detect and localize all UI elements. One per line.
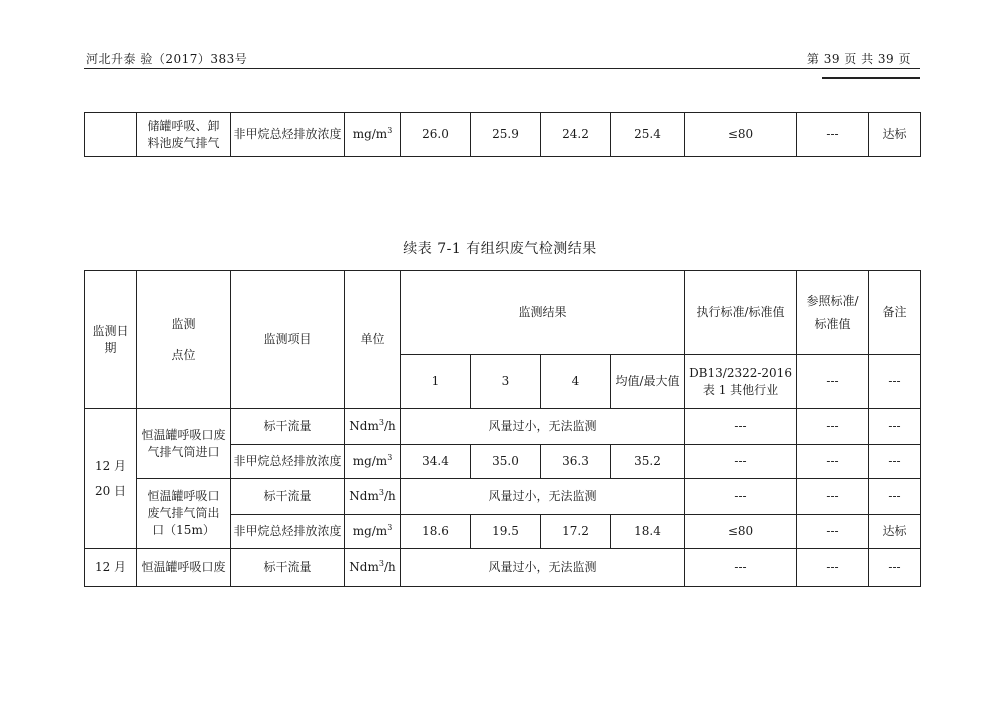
header-results: 监测结果 — [401, 271, 685, 355]
value-cell: 35.2 — [611, 445, 685, 479]
header-rule — [84, 68, 920, 69]
header-unit: 单位 — [345, 271, 401, 409]
table-cell-reference: --- — [797, 113, 869, 157]
subheader-3: 3 — [471, 355, 541, 409]
reference-cell: --- — [797, 479, 869, 515]
standard-cell: --- — [685, 479, 797, 515]
value-cell: 19.5 — [471, 515, 541, 549]
point-cell: 恒温罐呼吸口废 — [137, 549, 231, 587]
table-cell-value: 24.2 — [541, 113, 611, 157]
header-rule-accent — [822, 77, 920, 79]
reference-cell: --- — [797, 445, 869, 479]
table-row — [85, 549, 921, 587]
value-cell: 18.6 — [401, 515, 471, 549]
table-cell-point: 储罐呼吸、卸 料池废气排气 — [137, 113, 231, 157]
unit-cell: Ndm$^3$/h — [345, 479, 401, 515]
unit-cell: Ndm$^3$/h — [345, 549, 401, 587]
header-point: 监测 点位 — [137, 271, 231, 409]
previous-table-fragment — [84, 112, 921, 157]
item-cell: 标干流量 — [231, 409, 345, 445]
table-row — [85, 479, 921, 515]
unit-cell: Ndm$^3$/h — [345, 409, 401, 445]
standard-cell: --- — [685, 409, 797, 445]
header-date: 监测日 期 — [85, 271, 137, 409]
table-cell-value: 26.0 — [401, 113, 471, 157]
subheader-reference: --- — [797, 355, 869, 409]
table-header-row — [85, 271, 921, 355]
remark-cell: --- — [869, 479, 921, 515]
value-cell: 18.4 — [611, 515, 685, 549]
table-cell-item: 非甲烷总烃排放浓度 — [231, 113, 345, 157]
table-cell-remark: 达标 — [869, 113, 921, 157]
header-remark: 备注 — [869, 271, 921, 355]
standard-cell: ≤80 — [685, 515, 797, 549]
standard-cell: --- — [685, 445, 797, 479]
table-row — [85, 409, 921, 445]
reference-cell: --- — [797, 409, 869, 445]
standard-cell: --- — [685, 549, 797, 587]
item-cell: 标干流量 — [231, 479, 345, 515]
point-cell: 恒温罐呼吸口废 气排气筒进口 — [137, 409, 231, 479]
table-cell-standard: ≤80 — [685, 113, 797, 157]
value-cell: 34.4 — [401, 445, 471, 479]
table-cell-unit: $mg/m^3$ — [345, 113, 401, 157]
merged-note-cell: 风量过小，无法监测 — [401, 479, 685, 515]
header-reference: 参照标准/ 标准值 — [797, 271, 869, 355]
item-cell: 标干流量 — [231, 549, 345, 587]
value-cell: 35.0 — [471, 445, 541, 479]
date-cell: 12 月 20 日 — [85, 409, 137, 549]
merged-note-cell: 风量过小，无法监测 — [401, 409, 685, 445]
header-item: 监测项目 — [231, 271, 345, 409]
reference-cell: --- — [797, 515, 869, 549]
subheader-1: 1 — [401, 355, 471, 409]
remark-cell: 达标 — [869, 515, 921, 549]
report-number-header: 河北升泰 验（2017）383号 — [86, 52, 248, 66]
remark-cell: --- — [869, 445, 921, 479]
unit-cell: $mg/m^3$ — [345, 445, 401, 479]
table-row — [85, 113, 921, 157]
item-cell: 非甲烷总烃排放浓度 — [231, 515, 345, 549]
remark-cell: --- — [869, 409, 921, 445]
table-cell-value: 25.9 — [471, 113, 541, 157]
header-standard: 执行标准/标准值 — [685, 271, 797, 355]
item-cell: 非甲烷总烃排放浓度 — [231, 445, 345, 479]
point-cell: 恒温罐呼吸口 废气排气筒出 口（15m） — [137, 479, 231, 549]
subheader-standard-code: DB13/2322-2016 表 1 其他行业 — [685, 355, 797, 409]
reference-cell: --- — [797, 549, 869, 587]
unit-cell: $mg/m^3$ — [345, 515, 401, 549]
table-cell-value: 25.4 — [611, 113, 685, 157]
remark-cell: --- — [869, 549, 921, 587]
subheader-4: 4 — [541, 355, 611, 409]
subheader-remark: --- — [869, 355, 921, 409]
date-cell: 12 月 — [85, 549, 137, 587]
emission-results-table — [84, 270, 921, 587]
table-caption: 续表 7-1 有组织废气检测结果 — [403, 241, 597, 257]
subheader-average-max: 均值/最大值 — [611, 355, 685, 409]
value-cell: 36.3 — [541, 445, 611, 479]
value-cell: 17.2 — [541, 515, 611, 549]
table-cell-date — [85, 113, 137, 157]
page-number-header: 第 39 页 共 39 页 — [806, 52, 911, 66]
merged-note-cell: 风量过小，无法监测 — [401, 549, 685, 587]
